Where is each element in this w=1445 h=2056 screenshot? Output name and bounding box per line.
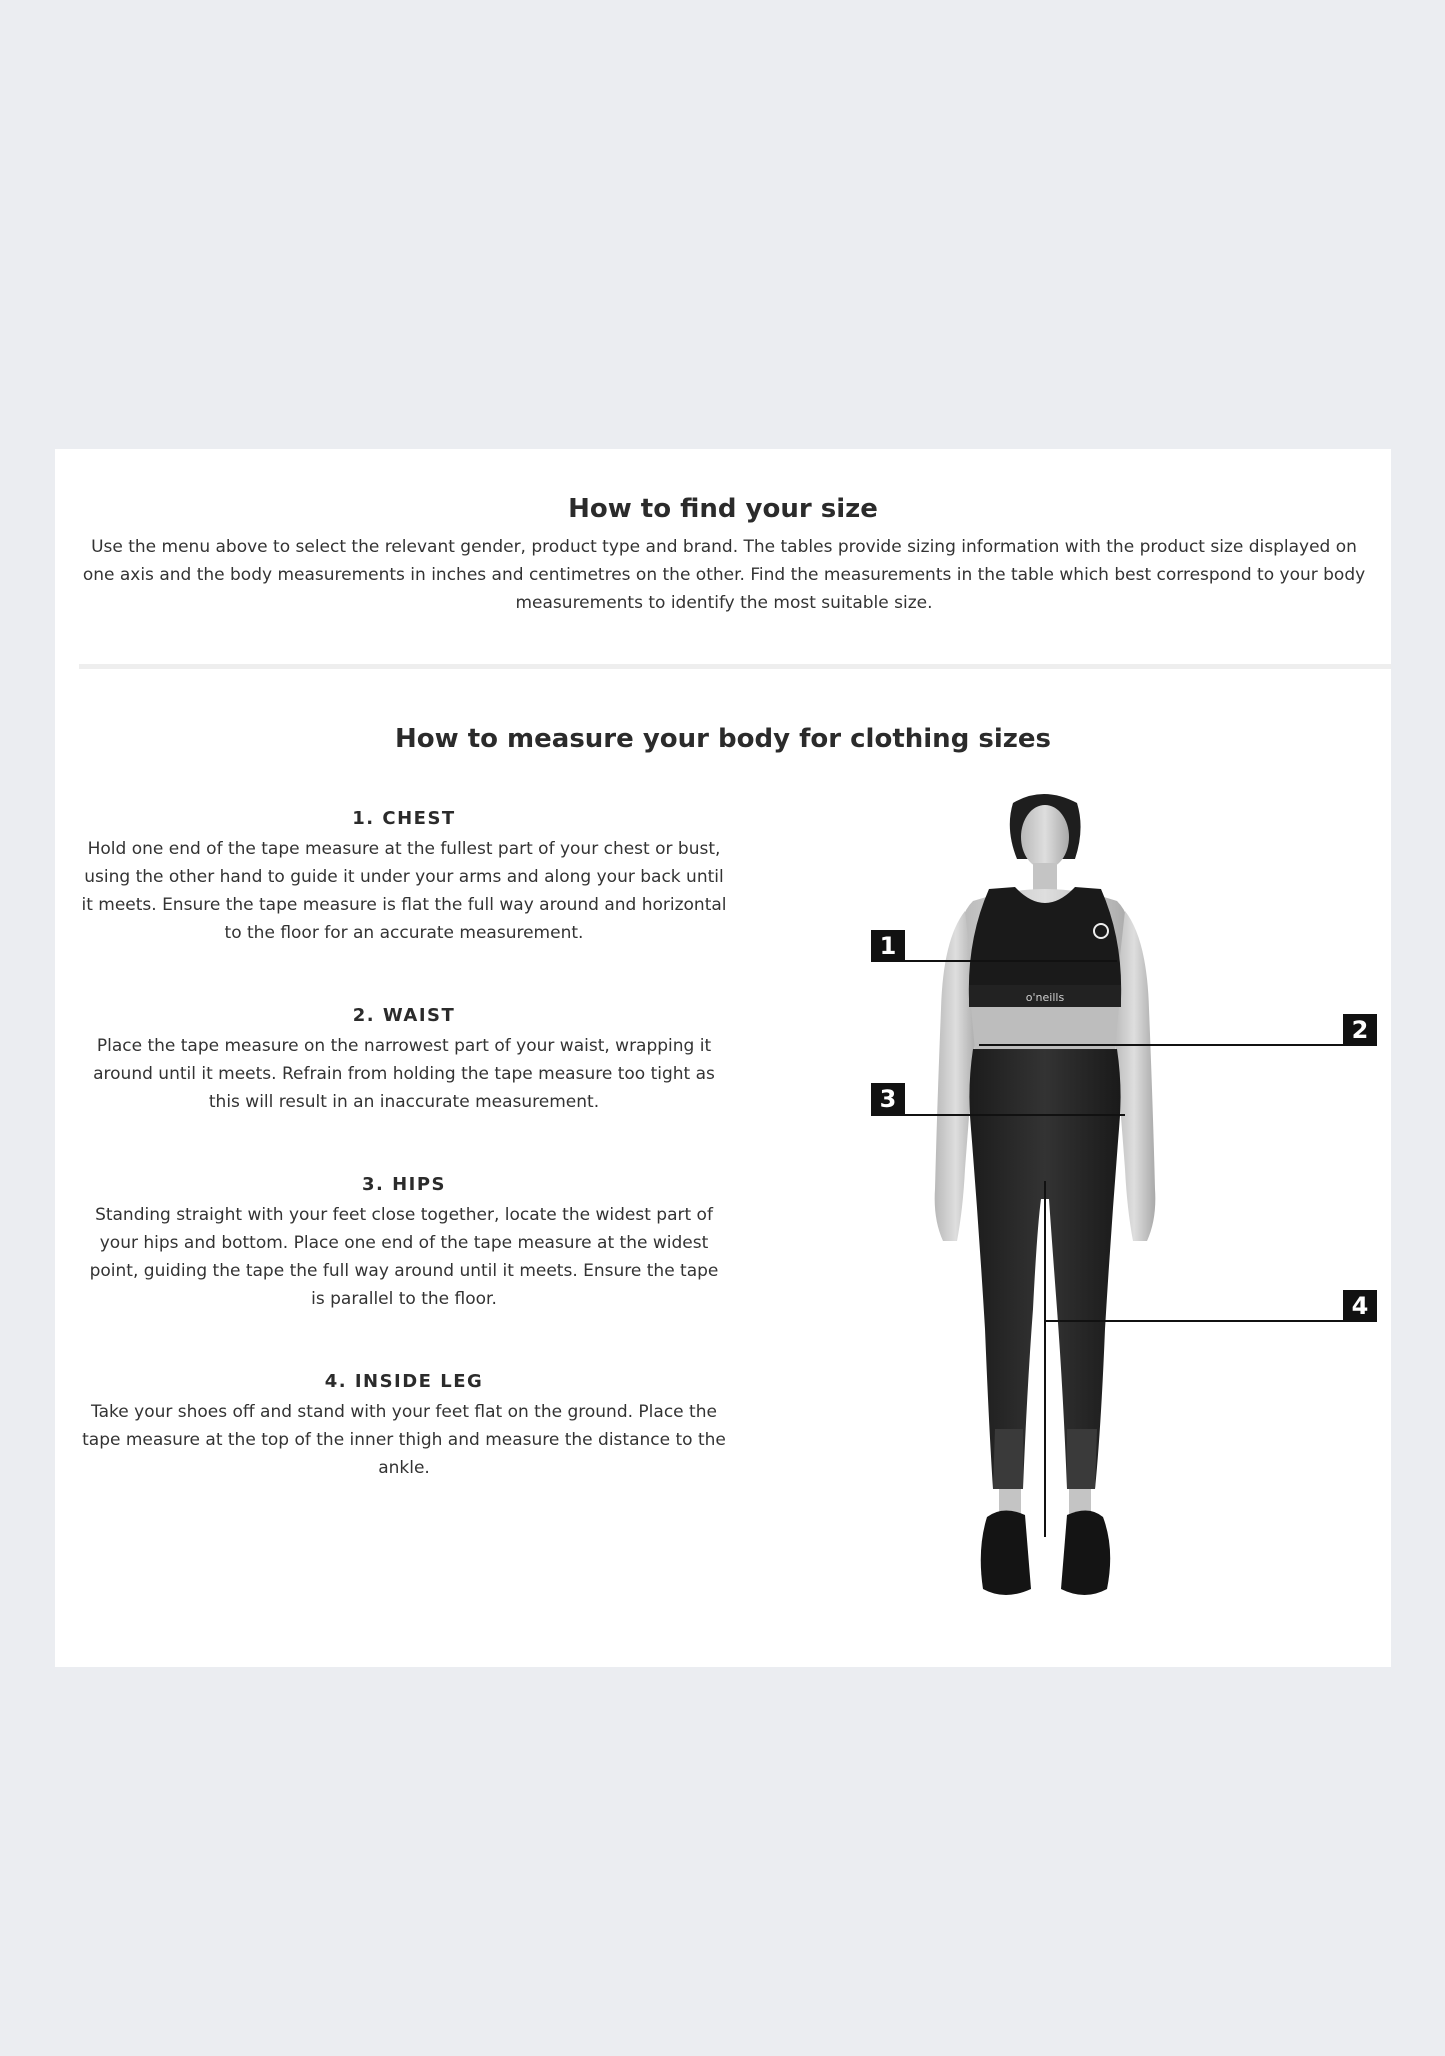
find-size-title: How to find your size	[568, 494, 878, 524]
step-inside-leg	[79, 1370, 729, 1482]
label-hips: 3	[871, 1083, 905, 1115]
step-title: 1. CHEST	[352, 808, 456, 829]
step-waist	[79, 1004, 729, 1173]
measurement-figure	[805, 789, 1391, 1649]
find-size-intro: Use the menu above to select the relevant gender, product type and brand. The tables provide sizing information with the product size displayed on one axis and the body measurements in inches and centimetres on the other. Find the measurements in the table which best correspond to your body measurements to identify the most suitable size.	[82, 537, 1366, 613]
step-title: 3. HIPS	[361, 1174, 447, 1195]
step-text: Standing straight with your feet close together, locate the widest part of your hips and bottom. Place one end of the tape measure at the widest point, guiding the tape the full way around until it meets. Ensure the tape is parallel to the floor.	[89, 1205, 719, 1309]
step-text: Place the tape measure on the narrowest part of your waist, wrapping it around until it meets. Refrain from holding the tape measure too tight as this will result in an inaccurate measurement.	[93, 1036, 715, 1112]
label-chest: 1	[871, 930, 905, 962]
label-waist: 2	[1343, 1014, 1377, 1046]
step-title: 4. INSIDE LEG	[324, 1371, 484, 1392]
section-divider	[79, 664, 1391, 669]
step-text: Take your shoes off and stand with your feet flat on the ground. Place the tape measure at the top of the inner thigh and measure the distance to the ankle.	[82, 1402, 726, 1478]
size-guide-card	[55, 449, 1391, 1667]
step-hips	[79, 1173, 729, 1370]
measure-steps	[79, 807, 729, 1482]
step-text: Hold one end of the tape measure at the fullest part of your chest or bust, using the other hand to guide it under your arms and along your back until it meets. Ensure the tape measure is flat the full way around and horizontal to the floor for an accurate measurement.	[81, 839, 727, 943]
model-illustration	[805, 789, 1391, 1649]
measure-title: How to measure your body for clothing sizes	[395, 724, 1051, 754]
label-inside-leg: 4	[1343, 1290, 1377, 1322]
step-title: 2. WAIST	[352, 1005, 456, 1026]
step-chest	[79, 807, 729, 1004]
brand-text: o'neills	[1025, 991, 1065, 1004]
